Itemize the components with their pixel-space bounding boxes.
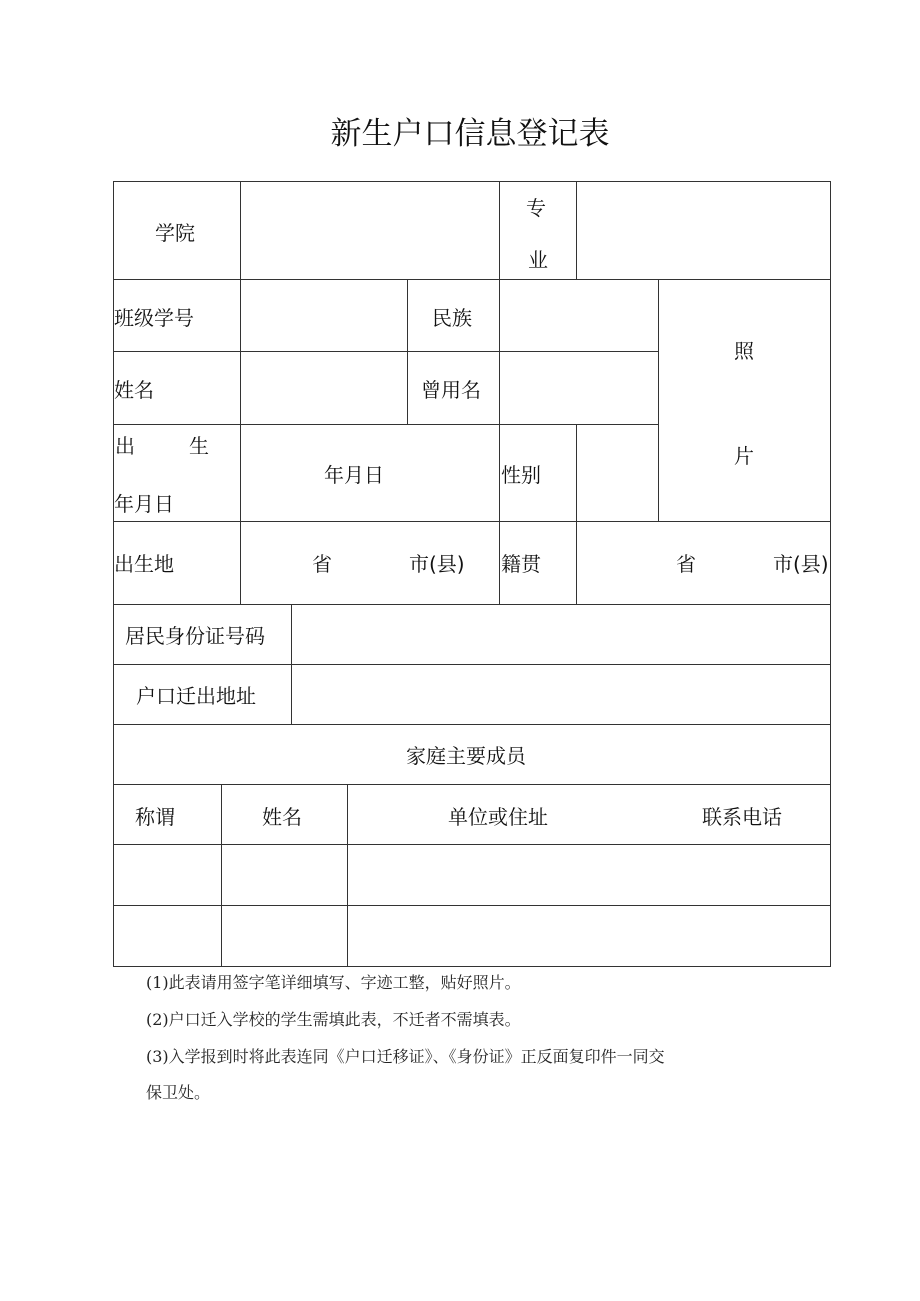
college-label: 学院 — [155, 221, 195, 245]
province-label: 省 — [312, 552, 332, 576]
name-label: 姓名 — [114, 378, 154, 402]
hukou-address-input[interactable] — [292, 665, 830, 724]
family-address-input[interactable] — [348, 845, 830, 905]
col-divider — [499, 181, 500, 279]
birth-label-b: 生 — [189, 434, 209, 458]
photo-label-top: 照 — [734, 339, 754, 363]
birthplace-label: 出生地 — [114, 552, 174, 576]
major-label-bottom: 业 — [528, 248, 548, 272]
birth-label-a: 出 — [115, 434, 135, 458]
birthdate-placeholder: 年月日 — [324, 463, 384, 487]
family-address-input[interactable] — [348, 906, 830, 966]
family-relation-input[interactable] — [114, 845, 221, 905]
column-header-address: 单位或住址 — [448, 805, 548, 829]
column-header-relation: 称谓 — [135, 805, 175, 829]
note-item: 保卫处。 — [146, 1083, 211, 1102]
family-name-input[interactable] — [222, 845, 347, 905]
class-id-input[interactable] — [241, 280, 407, 351]
note-item: (2)户口迁入学校的学生需填此表，不迁者不需填表。 — [146, 1010, 521, 1029]
gender-label: 性别 — [501, 463, 541, 487]
row-divider — [113, 724, 831, 725]
family-members-header: 家庭主要成员 — [406, 744, 526, 768]
id-number-label: 居民身份证号码 — [125, 624, 265, 648]
column-header-phone: 联系电话 — [702, 805, 782, 829]
family-relation-input[interactable] — [114, 906, 221, 966]
class-id-label: 班级学号 — [114, 306, 194, 330]
photo-box[interactable] — [659, 280, 830, 521]
former-name-label: 曾用名 — [421, 378, 481, 402]
family-name-input[interactable] — [222, 906, 347, 966]
gender-input[interactable] — [577, 425, 658, 521]
photo-label-bottom: 片 — [734, 444, 754, 468]
hukou-address-label: 户口迁出地址 — [136, 684, 256, 708]
note-item: (1)此表请用签字笔详细填写、字迹工整，贴好照片。 — [146, 973, 521, 992]
major-label-top: 专 — [526, 196, 546, 220]
native-place-label: 籍贯 — [501, 552, 541, 576]
note-item: (3)入学报到时将此表连同《户口迁移证》、《身份证》正反面复印件一同交 — [146, 1047, 665, 1066]
city-county-label: 市(县) — [773, 552, 829, 576]
name-input[interactable] — [241, 352, 407, 424]
ethnicity-label: 民族 — [432, 306, 472, 330]
column-header-name: 姓名 — [262, 805, 302, 829]
col-divider — [407, 279, 408, 424]
college-input[interactable] — [241, 182, 499, 279]
id-number-input[interactable] — [292, 605, 830, 664]
major-input[interactable] — [577, 182, 830, 279]
form-title: 新生户口信息登记表 — [330, 116, 610, 152]
former-name-input[interactable] — [500, 352, 658, 424]
ethnicity-input[interactable] — [500, 280, 658, 351]
birth-label-c: 年月日 — [114, 492, 174, 516]
province-label: 省 — [676, 552, 696, 576]
city-county-label: 市(县) — [409, 552, 465, 576]
